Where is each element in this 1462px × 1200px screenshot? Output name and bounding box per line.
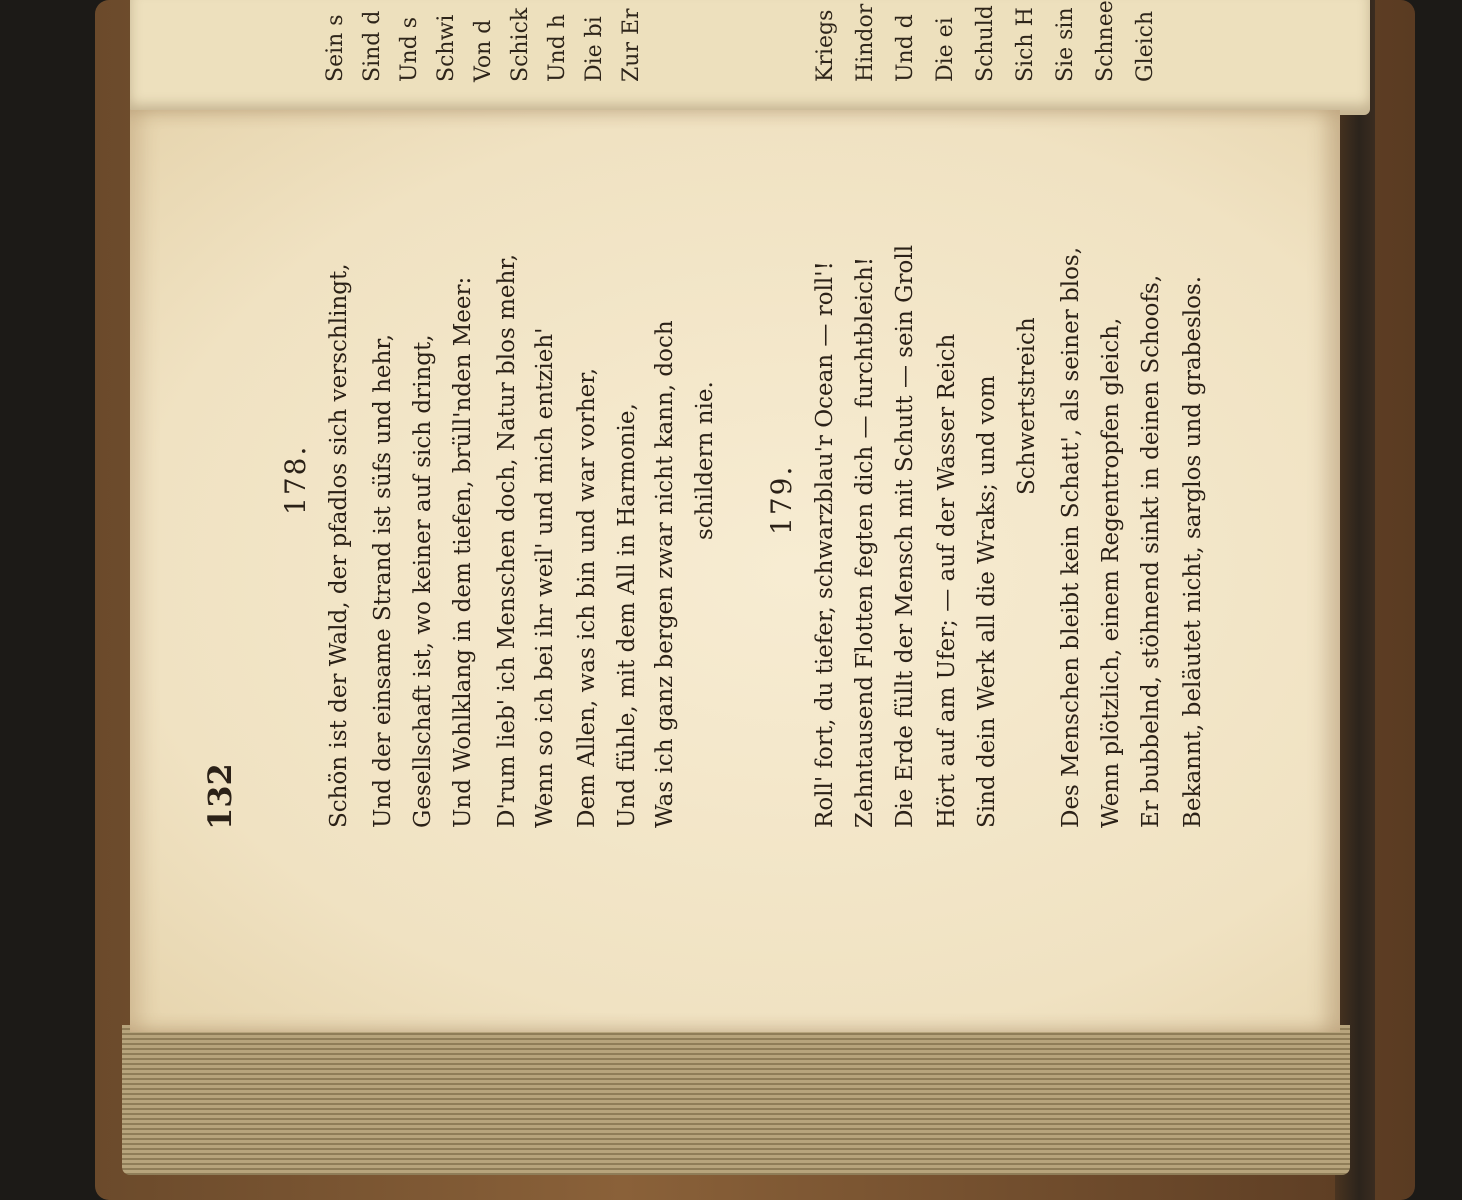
page-number: 132: [201, 763, 239, 830]
book-spine: [1335, 0, 1375, 1200]
facing-page-fragment: Sich H: [1013, 7, 1038, 82]
verse-line: Sind dein Werk all die Wraks; und vom: [974, 375, 1000, 828]
facing-page-fragment: Gleich: [1133, 10, 1158, 82]
facing-page-fragment: Sein s: [323, 14, 348, 82]
page-edges: [122, 1025, 1350, 1175]
verse-line: Die Erde füllt der Mensch mit Schutt — sein Groll: [892, 244, 918, 828]
facing-page-fragment: Die bi: [582, 16, 607, 82]
verse-line: Gesellschaft ist, wo keiner auf sich dringt,: [410, 334, 436, 828]
facing-page-fragment: Hindor: [853, 3, 878, 82]
facing-page-fragment: Und s: [397, 16, 422, 82]
facing-page-fragment: Von d: [471, 19, 496, 82]
verse-line: Bekannt, beläutet nicht, sarglos und grabeslos.: [1180, 275, 1206, 828]
verse-line: Dem Allen, was ich bin und war vorher,: [574, 367, 600, 828]
facing-page-fragment: Zur Er: [619, 8, 644, 82]
verse-line: Zehntausend Flotten fegten dich — furchtbleich!: [852, 256, 878, 828]
poem-179-number: 179.: [765, 464, 798, 535]
verse-line: Des Menschen bleibt kein Schatt', als seiner blos,: [1058, 246, 1084, 828]
facing-page-fragment: Die ei: [933, 17, 958, 82]
page-132: [130, 110, 1340, 1032]
facing-page-fragment: Sind d: [360, 10, 385, 82]
poem-178-number: 178.: [279, 444, 312, 515]
verse-line: Was ich ganz bergen zwar nicht kann, doch: [652, 320, 678, 828]
facing-page-fragment: Sie sin: [1053, 7, 1078, 82]
facing-page-fragment: Schuld: [973, 5, 998, 82]
verse-line: Und Wohlklang in dem tiefen, brüll'nden Meer:: [450, 276, 476, 828]
verse-line: Und der einsame Strand ist süfs und hehr,: [370, 333, 396, 828]
verse-line: schildern nie.: [692, 381, 718, 540]
facing-page-fragment: Und d: [893, 14, 918, 82]
facing-page-fragment: Schick: [508, 7, 533, 82]
verse-line: D'rum lieb' ich Menschen doch, Natur blos mehr,: [494, 253, 520, 828]
verse-line: Schön ist der Wald, der pfadlos sich verschlingt,: [326, 263, 352, 828]
verse-line: Wenn so ich bei ihr weil' und mich entzieh': [532, 327, 558, 828]
facing-page: [130, 0, 1370, 115]
verse-line: Roll' fort, du tiefer, schwarzblau'r Ocean — roll'!: [812, 261, 838, 828]
verse-line: Wenn plötzlich, einem Regentropfen gleich,: [1098, 317, 1124, 828]
facing-page-fragment: Kriegs: [813, 9, 838, 82]
facing-page-fragment: Und h: [545, 14, 570, 82]
verse-line: Schwertstreich: [1014, 317, 1040, 495]
verse-line: Hört auf am Ufer; — auf der Wasser Reich: [934, 333, 960, 828]
verse-line: Er bubbelnd, stöhnend sinkt in deinen Schoofs,: [1138, 274, 1164, 828]
facing-page-fragment: Schwi: [434, 14, 459, 82]
verse-line: Und fühle, mit dem All in Harmonie,: [614, 403, 640, 828]
facing-page-fragment: Schnee: [1093, 0, 1118, 82]
